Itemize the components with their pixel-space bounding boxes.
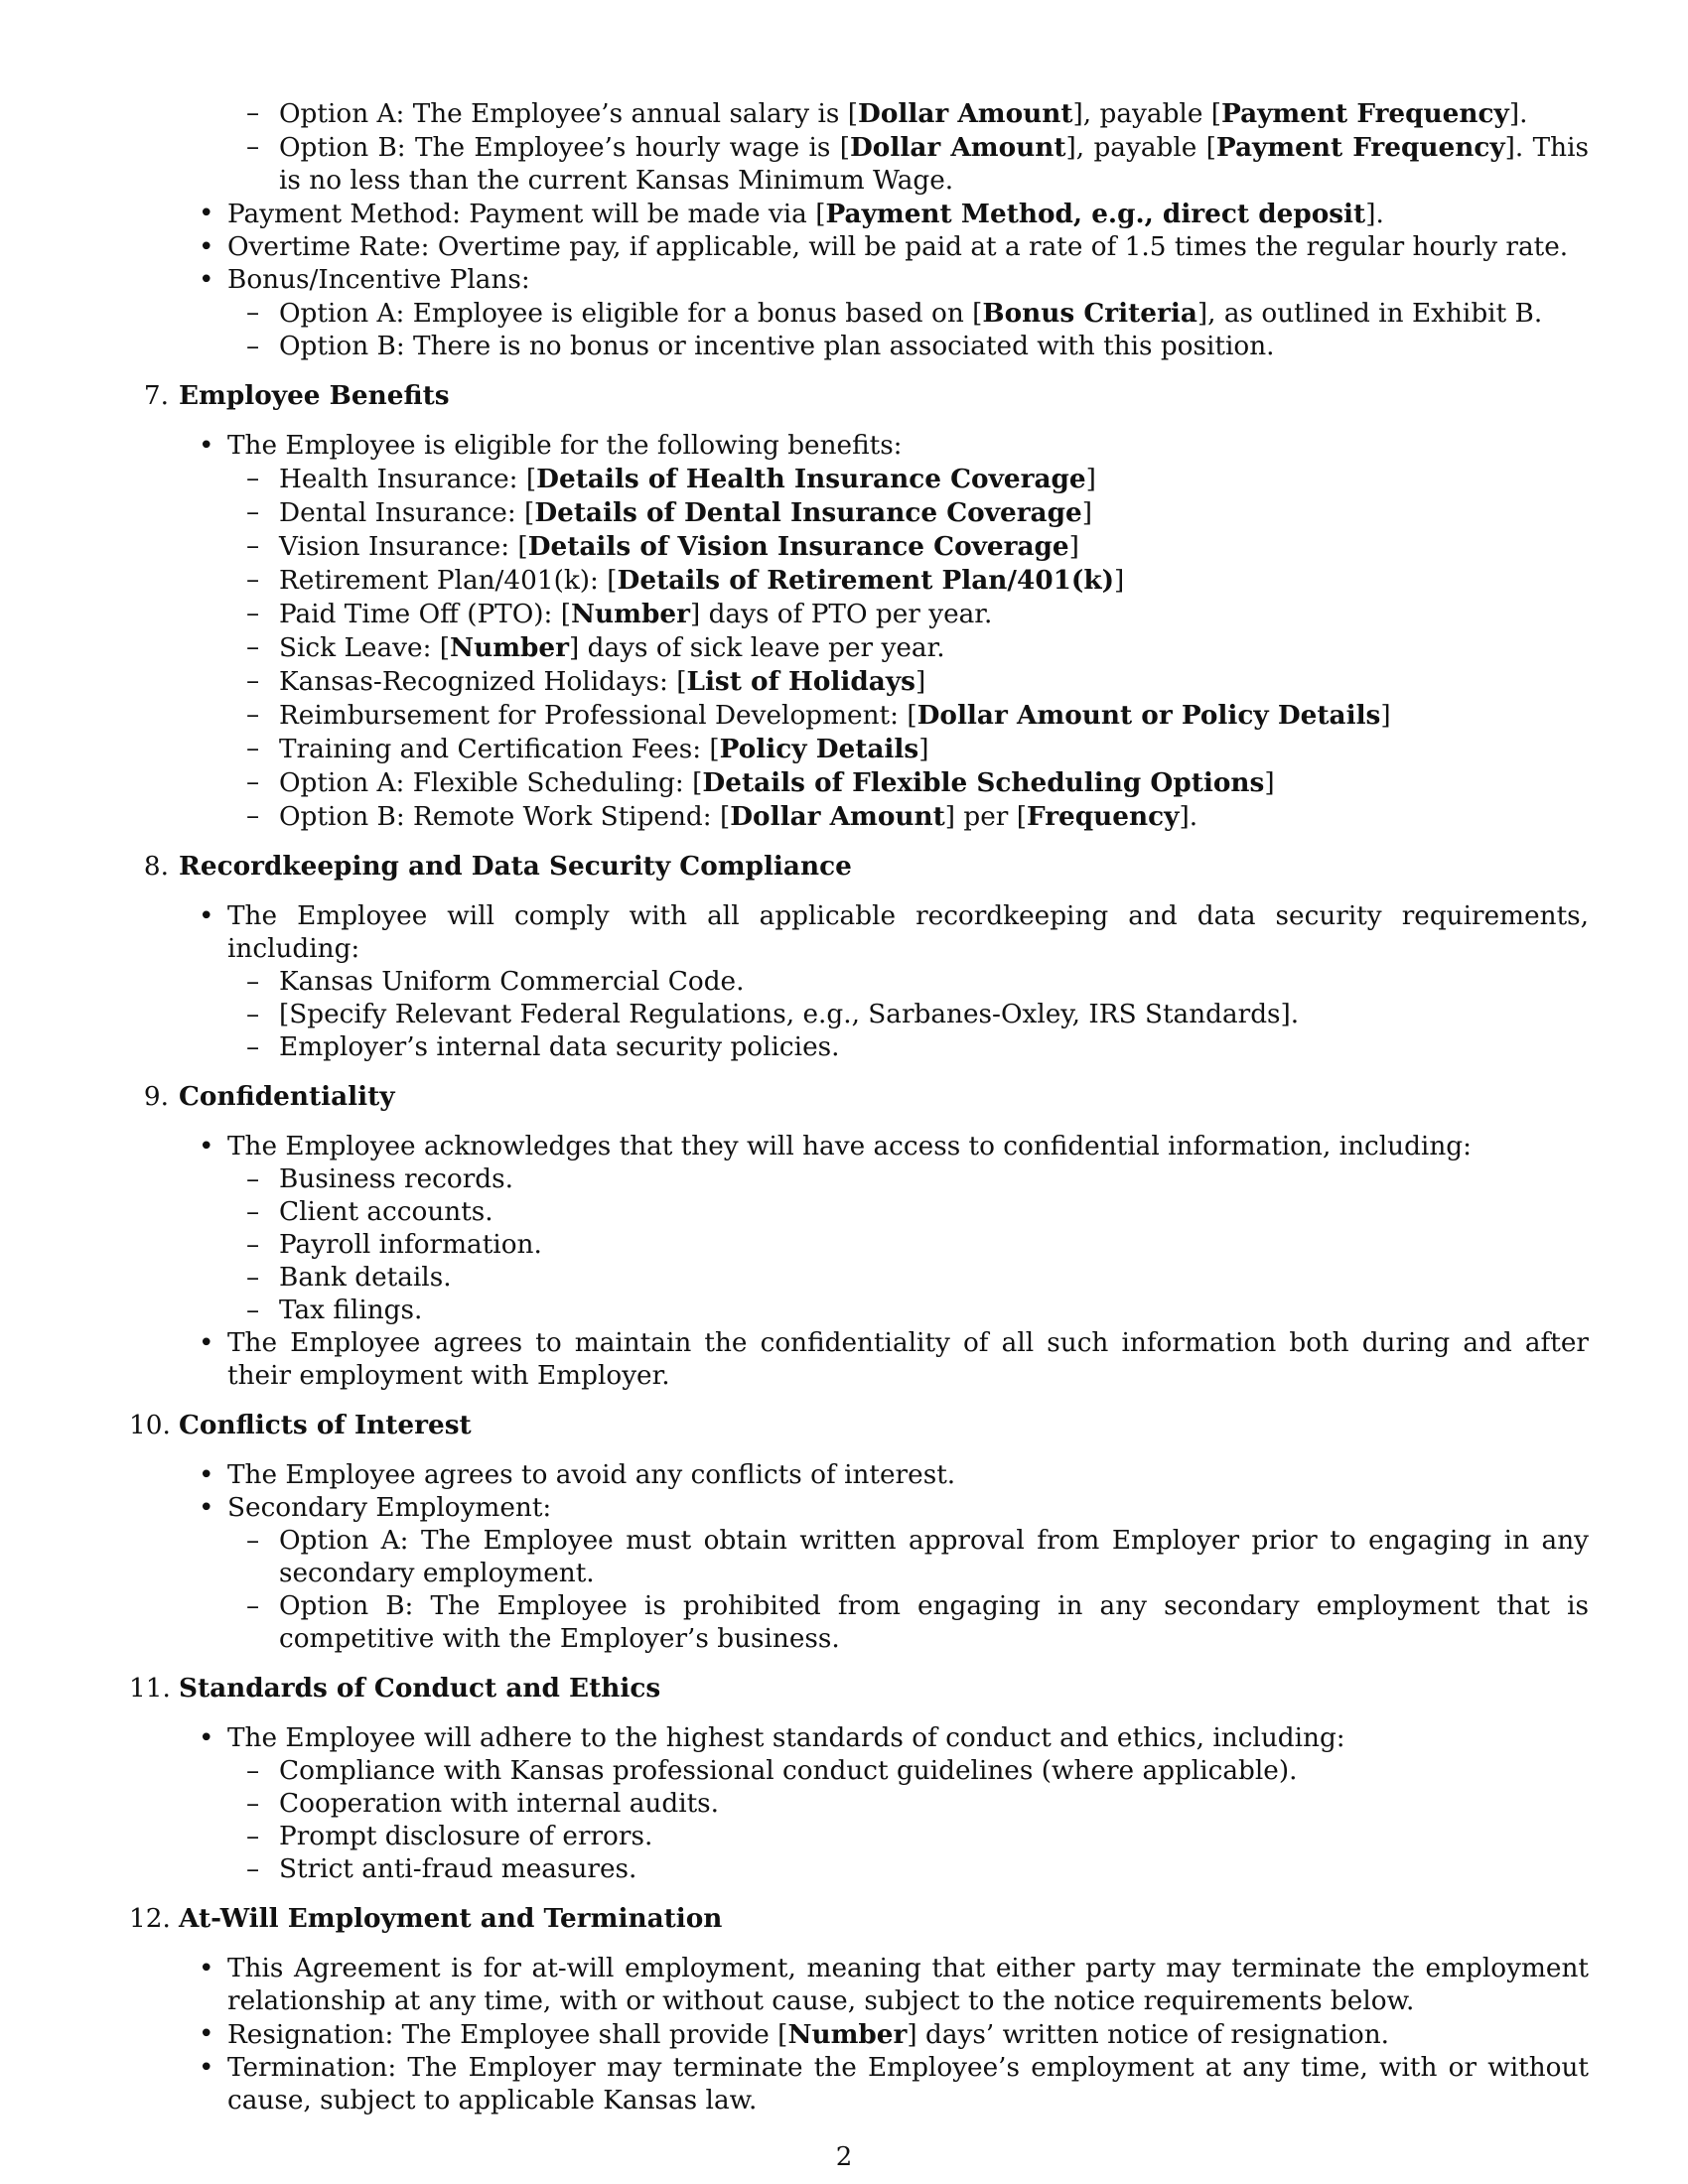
item-text: Option B: The Employee’s hourly wage is [ xyxy=(279,133,850,163)
document-body xyxy=(129,97,1589,2117)
sub-bullet-item xyxy=(129,97,1589,131)
placeholder-field: Bonus Criteria xyxy=(982,298,1197,329)
sub-bullet-item xyxy=(129,331,1589,363)
item-text: Client accounts. xyxy=(279,1197,493,1227)
item-text: ] xyxy=(1081,498,1092,528)
sub-bullet-item xyxy=(129,699,1589,733)
item-text: Termination: The Employer may terminate the Employee’s employment at any time, with or without cause, subject to applicable Kansas law. xyxy=(227,2053,1589,2116)
placeholder-field: Details of Health Insurance Coverage xyxy=(536,464,1086,494)
sub-bullet-item xyxy=(129,631,1589,665)
item-text: Sick Leave: [ xyxy=(279,633,451,663)
placeholder-field: Dollar Amount xyxy=(850,132,1066,163)
section-title: Confidentiality xyxy=(179,1081,395,1112)
placeholder-field: Number xyxy=(450,632,570,663)
section-list xyxy=(129,1131,1589,1393)
bullet-item xyxy=(129,264,1589,297)
section-number: 10. xyxy=(129,1411,171,1440)
sub-bullet-item xyxy=(129,496,1589,530)
placeholder-field: Details of Flexible Scheduling Options xyxy=(702,767,1265,798)
item-text: Option B: Remote Work Stipend: [ xyxy=(279,802,731,832)
item-text: ], payable [ xyxy=(1065,133,1216,163)
section-list xyxy=(129,900,1589,1064)
item-text: ] days of sick leave per year. xyxy=(569,633,945,663)
bullet-item xyxy=(129,1492,1589,1525)
placeholder-field: Number xyxy=(787,2019,908,2050)
placeholder-field: Details of Retirement Plan/401(k) xyxy=(617,565,1115,596)
sub-bullet-item xyxy=(129,1031,1589,1064)
bullet-item xyxy=(129,430,1589,463)
section-list xyxy=(129,1459,1589,1656)
item-text: ] per [ xyxy=(944,802,1027,832)
item-text: Payroll information. xyxy=(279,1230,542,1260)
item-text: Health Insurance: [ xyxy=(279,465,537,494)
item-text: Cooperation with internal audits. xyxy=(279,1789,720,1819)
sub-bullet-item xyxy=(129,297,1589,331)
placeholder-field: Payment Method, e.g., direct deposit xyxy=(825,199,1366,229)
item-text: Tax filings. xyxy=(279,1296,423,1325)
item-text: The Employee will adhere to the highest standards of conduct and ethics, including: xyxy=(227,1723,1345,1753)
sub-bullet-item xyxy=(129,1755,1589,1788)
section-heading xyxy=(129,850,1589,884)
item-text: ] xyxy=(918,735,929,764)
bullet-item xyxy=(129,198,1589,231)
item-text: Option A: Employee is eligible for a bonus based on [ xyxy=(279,299,983,329)
item-text: ] xyxy=(914,667,926,697)
item-text: Overtime Rate: Overtime pay, if applicable, will be paid at a rate of 1.5 times the regular hourly rate. xyxy=(227,232,1569,262)
item-text: Training and Certification Fees: [ xyxy=(279,735,720,764)
placeholder-field: Payment Frequency xyxy=(1221,98,1509,129)
sub-bullet-item xyxy=(129,1262,1589,1295)
sub-bullet-item xyxy=(129,1821,1589,1853)
item-text: ]. This is no less than the current Kansas Minimum Wage. xyxy=(279,133,1589,196)
item-text: Dental Insurance: [ xyxy=(279,498,535,528)
item-text: Option A: Flexible Scheduling: [ xyxy=(279,768,703,798)
bullet-item xyxy=(129,1953,1589,2018)
section-title: Employee Benefits xyxy=(179,380,450,411)
sub-bullet-item xyxy=(129,999,1589,1031)
placeholder-field: Dollar Amount xyxy=(858,98,1073,129)
item-text: Retirement Plan/401(k): [ xyxy=(279,566,618,596)
item-text: ] days of PTO per year. xyxy=(689,600,993,629)
item-text: Business records. xyxy=(279,1164,513,1194)
item-text: The Employee agrees to maintain the confidentiality of all such information both during and after their employment with Employer. xyxy=(227,1328,1589,1391)
section-heading xyxy=(129,1080,1589,1114)
item-text: ] xyxy=(1264,768,1275,798)
section-number: 9. xyxy=(143,1082,169,1112)
item-text: Strict anti-fraud measures. xyxy=(279,1854,637,1884)
bullet-item xyxy=(129,1459,1589,1492)
sub-bullet-item xyxy=(129,1163,1589,1196)
intro-list xyxy=(129,97,1589,363)
item-text: [Specify Relevant Federal Regulations, e.g., Sarbanes-Oxley, IRS Standards]. xyxy=(279,1000,1300,1029)
sub-bullet-item xyxy=(129,665,1589,699)
bullet-item xyxy=(129,231,1589,264)
item-text: Option A: The Employee must obtain written approval from Employer prior to engaging in any secondary employment. xyxy=(279,1526,1589,1588)
placeholder-field: List of Holidays xyxy=(686,666,915,697)
placeholder-field: Dollar Amount or Policy Details xyxy=(916,700,1381,731)
sub-bullet-item xyxy=(129,766,1589,800)
item-text: Bank details. xyxy=(279,1263,452,1293)
item-text: ] xyxy=(1114,566,1125,596)
item-text: The Employee acknowledges that they will have access to confidential information, including: xyxy=(227,1132,1472,1161)
placeholder-field: Dollar Amount xyxy=(730,801,945,832)
placeholder-field: Details of Dental Insurance Coverage xyxy=(534,497,1082,528)
section-heading xyxy=(129,1902,1589,1936)
section-number: 11. xyxy=(129,1674,171,1704)
item-text: Employer’s internal data security policies. xyxy=(279,1032,840,1062)
item-text: ]. xyxy=(1365,200,1384,229)
placeholder-field: Frequency xyxy=(1027,801,1180,832)
item-text: Option A: The Employee’s annual salary is [ xyxy=(279,99,859,129)
item-text: Reimbursement for Professional Development: [ xyxy=(279,701,917,731)
item-text: Resignation: The Employee shall provide [ xyxy=(227,2020,788,2050)
item-text: The Employee agrees to avoid any conflicts of interest. xyxy=(227,1460,956,1490)
section-heading xyxy=(129,1672,1589,1706)
item-text: Paid Time Off (PTO): [ xyxy=(279,600,571,629)
placeholder-field: Policy Details xyxy=(719,734,919,764)
section-number: 7. xyxy=(143,381,169,411)
bullet-item xyxy=(129,1327,1589,1393)
page-number: 2 xyxy=(835,2142,853,2172)
placeholder-field: Details of Vision Insurance Coverage xyxy=(527,531,1069,562)
section-title: Standards of Conduct and Ethics xyxy=(179,1673,661,1704)
sub-bullet-item xyxy=(129,1590,1589,1656)
item-text: Kansas Uniform Commercial Code. xyxy=(279,967,745,997)
sub-bullet-item xyxy=(129,1853,1589,1886)
section-heading xyxy=(129,1409,1589,1442)
sub-bullet-item xyxy=(129,1229,1589,1262)
sub-bullet-item xyxy=(129,564,1589,598)
sub-bullet-item xyxy=(129,530,1589,564)
section-title: At-Will Employment and Termination xyxy=(179,1903,723,1934)
sub-bullet-item xyxy=(129,131,1589,198)
item-text: ] xyxy=(1085,465,1096,494)
section-heading xyxy=(129,379,1589,413)
item-text: ]. xyxy=(1179,802,1198,832)
item-text: Option B: The Employee is prohibited from engaging in any secondary employment that is competitive with the Employer’s business. xyxy=(279,1591,1589,1654)
item-text: Payment Method: Payment will be made via [ xyxy=(227,200,826,229)
item-text: Compliance with Kansas professional conduct guidelines (where applicable). xyxy=(279,1756,1298,1786)
sub-bullet-item xyxy=(129,966,1589,999)
item-text: Vision Insurance: [ xyxy=(279,532,528,562)
sub-bullet-item xyxy=(129,463,1589,496)
item-text: Prompt disclosure of errors. xyxy=(279,1822,653,1851)
item-text: ] xyxy=(1380,701,1391,731)
sub-bullet-item xyxy=(129,733,1589,766)
sub-bullet-item xyxy=(129,800,1589,834)
item-text: Kansas-Recognized Holidays: [ xyxy=(279,667,687,697)
section-number: 12. xyxy=(129,1904,171,1934)
item-text: ] days’ written notice of resignation. xyxy=(907,2020,1389,2050)
bullet-item xyxy=(129,2018,1589,2052)
item-text: The Employee is eligible for the following benefits: xyxy=(227,431,903,461)
bullet-item xyxy=(129,1131,1589,1163)
bullet-item xyxy=(129,900,1589,966)
section-list xyxy=(129,430,1589,834)
placeholder-field: Payment Frequency xyxy=(1215,132,1505,163)
item-text: Bonus/Incentive Plans: xyxy=(227,265,530,295)
section-title: Conflicts of Interest xyxy=(179,1410,472,1440)
item-text: The Employee will comply with all applicable recordkeeping and data security requirements, including: xyxy=(227,901,1589,964)
item-text: ]. xyxy=(1508,99,1528,129)
bullet-item xyxy=(129,2052,1589,2117)
sub-bullet-item xyxy=(129,598,1589,631)
item-text: Option B: There is no bonus or incentive plan associated with this position. xyxy=(279,332,1275,361)
bullet-item xyxy=(129,1722,1589,1755)
item-text: ] xyxy=(1068,532,1079,562)
section-title: Recordkeeping and Data Security Compliance xyxy=(179,851,852,882)
section-number: 8. xyxy=(143,852,169,882)
sub-bullet-item xyxy=(129,1196,1589,1229)
item-text: ], payable [ xyxy=(1072,99,1221,129)
item-text: This Agreement is for at-will employment, meaning that either party may terminate the employment relationship at any time, with or without cause, subject to the notice requirements below. xyxy=(227,1954,1589,2016)
section-list xyxy=(129,1953,1589,2117)
sub-bullet-item xyxy=(129,1788,1589,1821)
sub-bullet-item xyxy=(129,1295,1589,1327)
item-text: Secondary Employment: xyxy=(227,1493,552,1523)
sub-bullet-item xyxy=(129,1525,1589,1590)
placeholder-field: Number xyxy=(571,599,690,629)
section-list xyxy=(129,1722,1589,1886)
item-text: ], as outlined in Exhibit B. xyxy=(1196,299,1543,329)
